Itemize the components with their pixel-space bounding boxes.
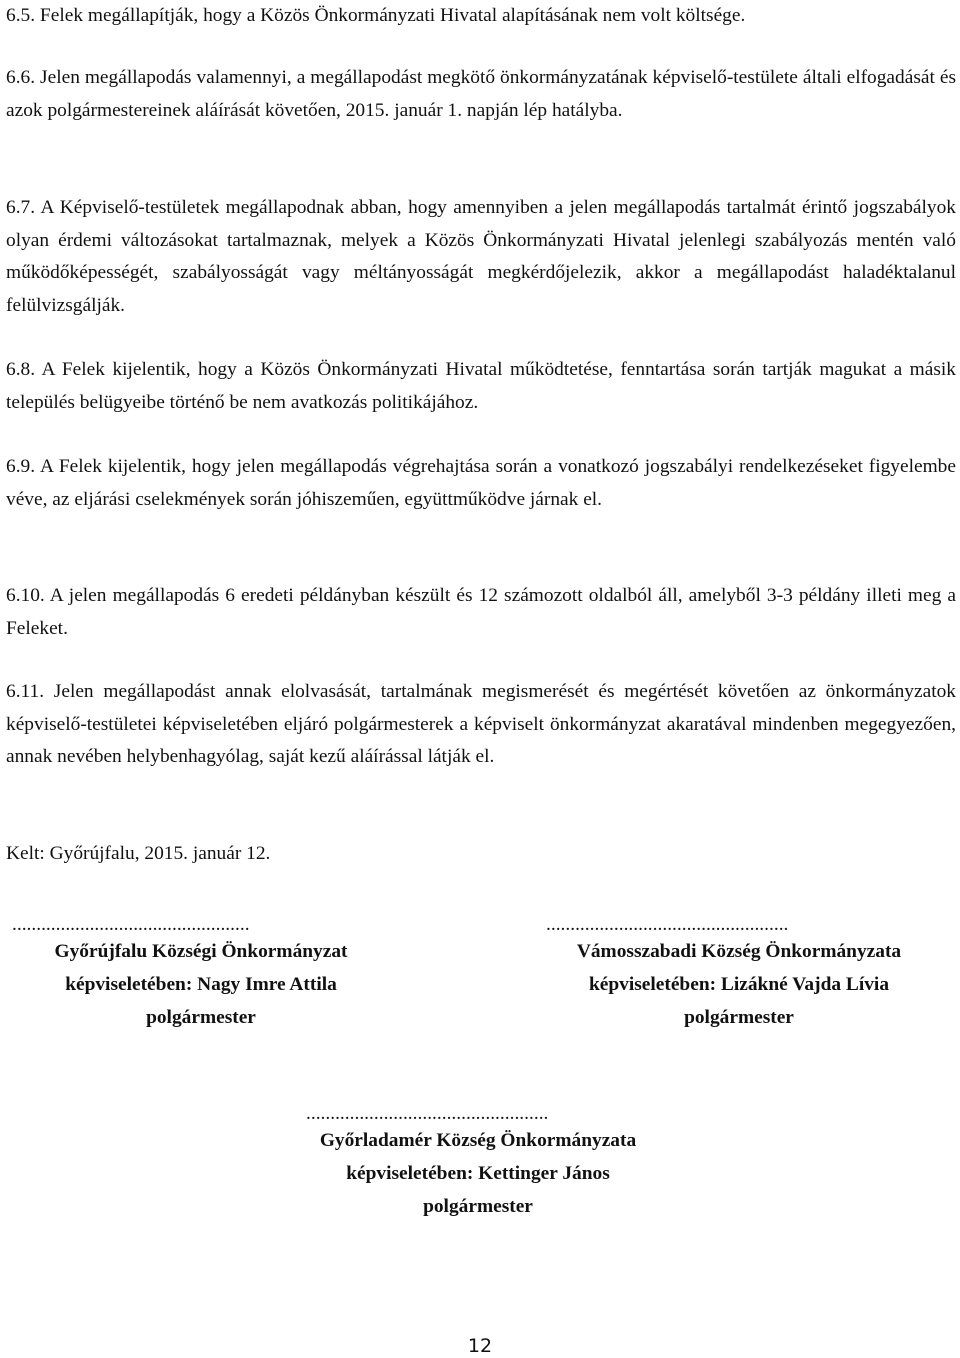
- municipality-name: Győrújfalu Községi Önkormányzat: [54, 941, 348, 962]
- paragraph-6-8: 6.8. A Felek kijelentik, hogy a Közös Önkormányzati Hivatal működtetése, fenntartása során tartják magukat a másik település belügyeibe történő be nem avatkozás politikájához.: [6, 359, 956, 413]
- paragraph-6-9: 6.9. A Felek kijelentik, hogy jelen megállapodás végrehajtása során a vonatkozó jogszabályi rendelkezéseket figyelembe véve, az eljárási cselekmények során jóhiszeműen, együttműködve járnak el.: [6, 456, 956, 510]
- representative-role: polgármester: [146, 1007, 256, 1028]
- signature-line: ..................................................: [306, 1103, 549, 1124]
- page-number: 12: [467, 1335, 493, 1357]
- document-page: [6, 0, 956, 1358]
- paragraph-6-11: 6.11. Jelen megállapodást annak elolvasását, tartalmának megismerését és megértését követően az önkormányzatok képviselő-testületei képviseletében eljáró polgármesterek a képviselt önkormányzat akaratával mindenben megegyezően, annak nevében helybenhagyólag, saját kezű aláírással látják el.: [6, 681, 956, 767]
- representative-role: polgármester: [423, 1196, 533, 1217]
- representative-role: polgármester: [684, 1007, 794, 1028]
- signature-block-gyorujfalu: [8, 915, 394, 1034]
- paragraph-6-10: 6.10. A jelen megállapodás 6 eredeti példányban készült és 12 számozott oldalból áll, amelyből 3-3 példány illeti meg a Feleket.: [6, 585, 956, 639]
- signature-line: .................................................: [12, 914, 250, 935]
- date-place-line: Kelt: Győrújfalu, 2015. január 12.: [6, 843, 271, 864]
- representative-name: képviseletében: Kettinger János: [346, 1163, 610, 1184]
- representative-name: képviseletében: Lizákné Vajda Lívia: [588, 974, 890, 995]
- paragraph-6-6: 6.6. Jelen megállapodás valamennyi, a megállapodást megkötő önkormányzatának képviselő-testülete általi elfogadását és azok polgármestereinek aláírását követően, 2015. január 1. napján lép hatályba.: [6, 67, 956, 121]
- municipality-name: Vámosszabadi Község Önkormányzata: [576, 941, 902, 962]
- paragraph-6-7: 6.7. A Képviselő-testületek megállapodnak abban, hogy amennyiben a jelen megállapodás tartalmát érintő jogszabályok olyan érdemi változásokat tartalmaznak, melyek a Közös Önkormányzati Hivatal jelenlegi szabályozás mentén való működőképességét, szabályosságát vagy méltányosságát megkérdőjelezik, akkor a megállapodást haladéktalanul felülvizsgálják.: [6, 197, 956, 316]
- municipality-name: Győrladamér Község Önkormányzata: [319, 1130, 637, 1151]
- signature-line: ..................................................: [546, 914, 789, 935]
- representative-name: képviseletében: Nagy Imre Attila: [65, 974, 337, 995]
- paragraph-6-5: 6.5. Felek megállapítják, hogy a Közös Önkormányzati Hivatal alapításának nem volt költsége.: [6, 5, 746, 26]
- signature-block-gyorladamer: [266, 1104, 690, 1223]
- signature-block-vamosszabadi: [524, 915, 954, 1034]
